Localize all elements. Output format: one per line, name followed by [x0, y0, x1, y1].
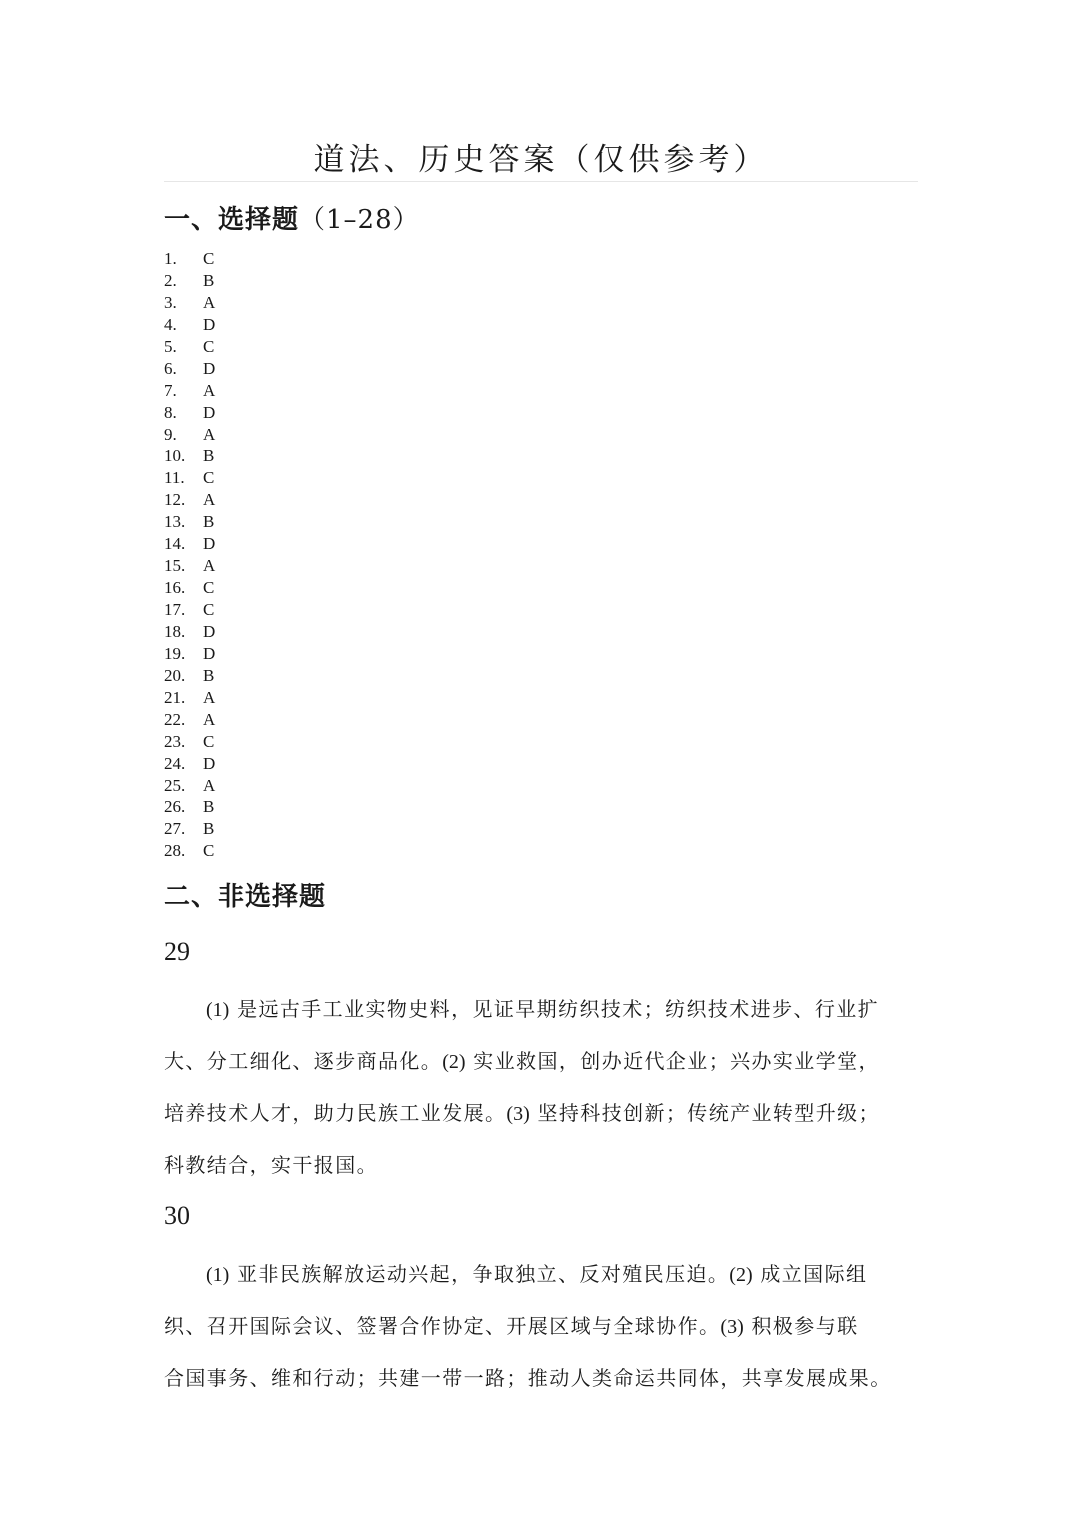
answer-number: 9.	[164, 424, 177, 444]
answer-row	[164, 511, 215, 533]
answer-choice: D	[203, 534, 216, 554]
answer-number: 5.	[164, 336, 177, 356]
answer-number: 25.	[164, 775, 186, 795]
section-heading-label: 一、选择题	[164, 205, 300, 235]
answer-choice: B	[203, 512, 215, 532]
section-heading-range: （1–28）	[299, 205, 420, 235]
answer-row	[164, 336, 215, 358]
answer-row	[164, 270, 215, 292]
answer-choice: D	[203, 358, 216, 378]
answer-number: 23.	[164, 731, 186, 751]
answer-number: 3.	[164, 292, 177, 312]
answer-number: 19.	[164, 643, 186, 663]
sub-question-marker: (3)	[506, 1103, 530, 1125]
answer-row	[164, 818, 215, 840]
answer-row	[164, 775, 215, 797]
sub-question-marker: (2)	[442, 1051, 466, 1073]
answer-row	[164, 248, 215, 270]
answer-row	[164, 621, 215, 643]
title-divider	[164, 181, 918, 182]
answer-number: 20.	[164, 665, 186, 685]
section-heading-non-choice: 二、非选择题	[164, 882, 327, 912]
answer-choice: D	[203, 402, 216, 422]
answer-text: 成立国际组	[752, 1262, 868, 1286]
answer-row	[164, 555, 215, 577]
page-title: 道法、历史答案（仅供参考）	[313, 142, 769, 178]
answer-text: 实业救国，创办近代企业；兴办实业学堂，	[465, 1049, 880, 1073]
answer-text: 坚持科技创新；传统产业转型升级；	[529, 1101, 880, 1125]
answer-row	[164, 402, 215, 424]
answer-row	[164, 840, 215, 862]
question-number: 30	[164, 1201, 190, 1230]
answer-text: 织、召开国际会议、签署合作协定、开展区域与全球协作。	[164, 1314, 721, 1338]
answer-choice: B	[203, 665, 215, 685]
answer-number: 14.	[164, 534, 186, 554]
multiple-choice-answer-list	[164, 248, 215, 862]
answer-number: 2.	[164, 270, 177, 290]
answer-number: 16.	[164, 578, 186, 598]
sub-question-marker: (1)	[206, 999, 230, 1021]
answer-number: 11.	[164, 468, 185, 488]
answer-line	[164, 1300, 918, 1352]
answer-row	[164, 665, 215, 687]
answer-number: 22.	[164, 709, 186, 729]
answer-choice: C	[203, 600, 215, 619]
answer-choice: C	[203, 841, 215, 861]
answer-row	[164, 424, 215, 446]
answer-line	[164, 1352, 918, 1404]
answer-row	[164, 489, 215, 511]
answer-choice: D	[203, 643, 216, 663]
answer-row	[164, 731, 215, 753]
answer-choice: A	[203, 556, 216, 576]
sub-question-marker: (2)	[729, 1264, 753, 1286]
answer-number: 27.	[164, 819, 186, 839]
answer-row	[164, 314, 215, 336]
answer-number: 24.	[164, 753, 186, 773]
answer-choice: D	[203, 621, 216, 641]
answer-line	[164, 983, 918, 1035]
answer-row	[164, 687, 215, 709]
answer-row	[164, 292, 215, 314]
answer-choice: B	[203, 270, 215, 290]
question-answer-paragraph	[164, 983, 918, 1191]
answer-text: 培养技术人才，助力民族工业发展。	[164, 1101, 507, 1125]
answer-number: 28.	[164, 841, 186, 861]
answer-number: 26.	[164, 797, 186, 817]
answer-choice: B	[203, 797, 215, 817]
answer-line	[164, 1248, 918, 1300]
answer-choice: A	[203, 380, 216, 400]
answer-text: 是远古手工业实物史料，见证早期纺织技术；纺织技术进步、行业扩	[229, 997, 880, 1021]
answer-line	[164, 1139, 918, 1191]
section-heading-multiple-choice	[164, 202, 420, 238]
answer-choice: D	[203, 314, 216, 334]
answer-row	[164, 445, 215, 467]
answer-number: 15.	[164, 556, 186, 576]
answer-choice: C	[203, 731, 215, 751]
answer-row	[164, 796, 215, 818]
answer-number: 1.	[164, 249, 177, 268]
answer-choice: A	[203, 424, 216, 444]
answer-choice: A	[203, 709, 216, 729]
answer-choice: B	[203, 819, 215, 839]
answer-choice: A	[203, 292, 216, 312]
answer-line	[164, 1087, 918, 1139]
answer-text: 大、分工细化、逐步商品化。	[164, 1049, 443, 1073]
answer-choice: A	[203, 775, 216, 795]
answer-number: 18.	[164, 621, 186, 641]
answer-row	[164, 577, 215, 599]
answer-number: 7.	[164, 380, 177, 400]
answer-text: 合国事务、维和行动；共建一带一路；推动人类命运共同体，共享发展成果。	[164, 1366, 892, 1390]
answer-number: 12.	[164, 490, 186, 510]
answer-number: 13.	[164, 512, 186, 532]
answer-text: 科教结合，实干报国。	[164, 1153, 378, 1177]
answer-choice: C	[203, 578, 215, 598]
answer-sheet-page	[164, 0, 918, 1527]
answer-number: 10.	[164, 446, 186, 466]
answer-text: 积极参与联	[743, 1314, 859, 1338]
answer-number: 17.	[164, 600, 186, 619]
question-answer-paragraph	[164, 1248, 918, 1404]
answer-text: 亚非民族解放运动兴起，争取独立、反对殖民压迫。	[229, 1262, 730, 1286]
answer-choice: C	[203, 468, 215, 488]
answer-row	[164, 467, 215, 489]
sub-question-marker: (3)	[720, 1316, 744, 1338]
answer-number: 8.	[164, 402, 177, 422]
answer-row	[164, 599, 215, 621]
answer-row	[164, 709, 215, 731]
answer-row	[164, 753, 215, 775]
answer-number: 6.	[164, 358, 177, 378]
answer-choice: A	[203, 490, 216, 510]
answer-number: 21.	[164, 687, 186, 707]
answer-choice: D	[203, 753, 216, 773]
question-number: 29	[164, 937, 190, 966]
answer-choice: A	[203, 687, 216, 707]
answer-row	[164, 643, 215, 665]
answer-choice: C	[203, 249, 215, 268]
answer-row	[164, 533, 215, 555]
answer-row	[164, 380, 215, 402]
answer-choice: C	[203, 336, 215, 356]
sub-question-marker: (1)	[206, 1264, 230, 1286]
answer-row	[164, 358, 215, 380]
answer-line	[164, 1035, 918, 1087]
answer-number: 4.	[164, 314, 177, 334]
answer-choice: B	[203, 446, 215, 466]
